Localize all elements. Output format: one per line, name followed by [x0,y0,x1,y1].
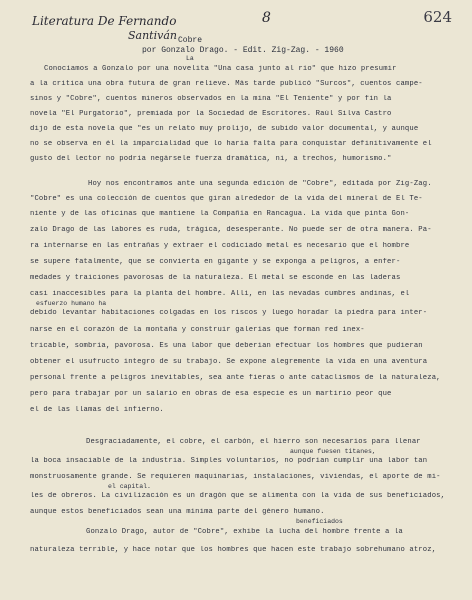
text-line: dijo de esta novela que "es un relato muy prolijo, de subido valor documental, y aunque [30,125,419,133]
text-line: pero para trabajar por un salario en obras de esa especie es un martirio peor que [30,390,392,398]
text-line: no se observa en él la imparcialidad que lo haría falta para conquistar definitivamente el [30,140,432,148]
text-line: novela "El Purgatorio", premiada por la Sociedad de Escritores. Raúl Silva Castro [30,110,392,118]
text-line: tricable, sombría, pavorosa. Es una labor que deberían efectuar los hombres que pudieran [30,342,423,350]
text-line: Desgraciadamente, el cobre, el carbón, el hierro son necesarios para llenar [86,438,421,446]
text-line: narse en el corazón de la montaña y construir galerías que forman red inex- [30,326,365,334]
text-line: sinos y "Cobre", cuentos mineros observados en la mina "El Teniente" y por fin la [30,95,392,103]
text-line: Hoy nos encontramos ante una segunda edición de "Cobre", editada por Zig-Zag. [88,180,432,188]
text-line: zalo Drago de las labores es ruda, trágica, desesperante. No puede ser de otra manera. Pa- [30,226,432,234]
text-line: debido levantar habitaciones colgadas en los riscos y luego horadar la piedra para inter- [30,309,428,317]
text-line: aunque estos beneficiados sean una mínima parte del género humano. [30,508,325,516]
handwritten-title-line2: Santiván [128,29,177,42]
handwritten-mark: 8 [262,10,271,26]
text-line: naturaleza terrible, y hace notar que los hombres que hacen este trabajo sobrehumano atroz, [30,546,437,554]
text-line: a la crítica una obra futura de gran relieve. Más tarde publicó "Surcos", cuentos campe- [30,80,423,88]
handwritten-insertion: beneficiados [296,518,343,525]
text-line: Gonzalo Drago, autor de "Cobre", exhibe la lucha del hombre frente a la [86,528,403,536]
text-line: gusto del lector no podría negársele fuerza dramática, ni, a trechos, humorismo." [30,155,392,163]
text-line: obtener el usufructo íntegro de su trabajo. Se expone alegremente la vida en una aventura [30,358,428,366]
handwritten-insertion: el capital. [108,483,151,490]
text-line: Conocíamos a Gonzalo por una novelita "Una casa junto al río" que hizo presumir [44,65,397,73]
handwritten-insertion: aunque fuesen titanes, [290,448,376,455]
handwritten-title-line1: Literatura De Fernando [32,14,177,28]
handwritten-page-number: 624 [423,8,452,26]
text-line: casi inaccesibles para la planta del hombre. Allí, en las nevadas cumbres andinas, el [30,290,410,298]
text-line: el de las llamas del infierno. [30,406,164,414]
text-line: ra internarse en las entrañas y extraer el codiciado metal es necesario que el hombre [30,242,410,250]
text-line: se supere fatalmente, que se convierta en gigante y se exponga a peligros, a enfer- [30,258,401,266]
byline-insertion: La [186,55,194,62]
handwritten-insertion: esfuerzo humano ha [36,300,107,307]
text-line: la boca insaciable de la industria. Simples voluntarios, no podrían cumplir una labor tan [30,457,428,465]
text-line: niente y de las oficinas que mantiene la Compañía en Rancagua. La vida que pinta Gon- [30,210,410,218]
document-title: Cobre [178,36,203,45]
text-line: medades y traiciones pavorosas de la naturaleza. El metal se esconde en las laderas [30,274,401,282]
text-line: "Cobre" es una colección de cuentos que giran alrededor de la vida del mineral de El Te- [30,195,423,203]
text-line: personal frente a peligros inevitables, sea ante fieras o ante cataclismos de la naturaleza, [30,374,441,382]
document-byline: por Gonzalo Drago. - Edit. Zig-Zag. - 1960 [142,46,344,55]
text-line: les de obreros. La civilización es un dragón que se alimenta con la vida de sus beneficiados, [30,492,446,500]
text-line: monstruosamente grande. Se requieren maquinarias, instalaciones, viviendas, el aporte de mi- [30,473,441,481]
